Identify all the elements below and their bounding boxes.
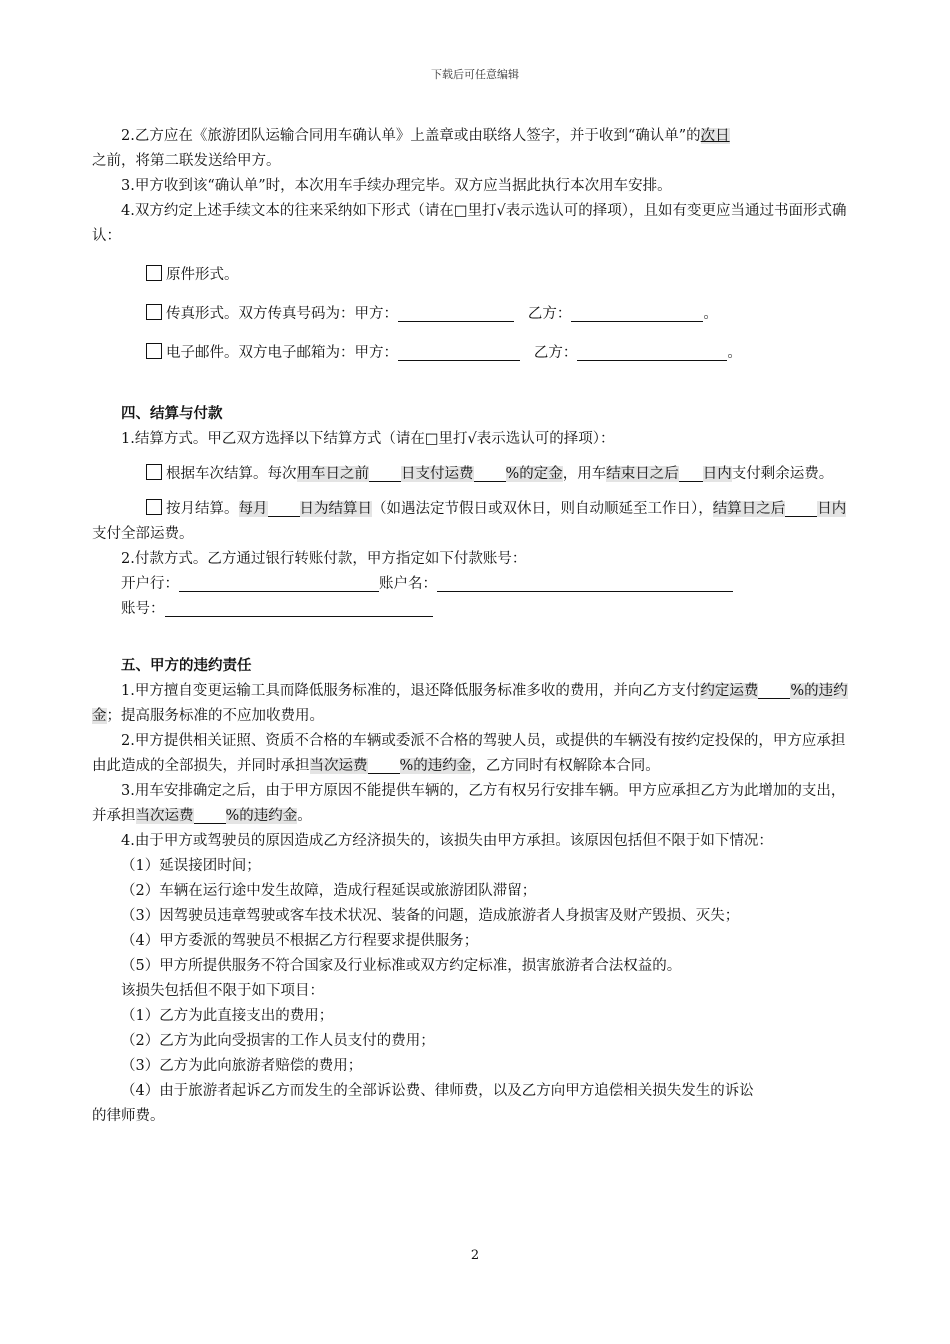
loss-item: （1）乙方为此直接支出的费用； xyxy=(121,1008,334,1024)
account-line xyxy=(92,597,854,622)
text: （4）由于旅游者起诉乙方而发生的全部诉讼费、律师费，以及乙方向甲方追偿相关损失发生的诉讼 xyxy=(121,1083,754,1099)
text: （如遇法定节假日或双休日，则自动顺延至工作日）， xyxy=(372,501,713,517)
clause-3-4: 4.双方约定上述手续文本的往来采纳如下形式（请在□里打√表示选认可的择项），且如有变更应当通过书面形式确认： xyxy=(92,203,847,244)
email-party-b-blank[interactable] xyxy=(577,343,727,361)
option-original xyxy=(92,263,854,288)
checkbox[interactable] xyxy=(146,464,162,480)
text: ；提高服务标准的不应加收费用。 xyxy=(106,708,324,724)
label: 账号： xyxy=(121,601,165,617)
text: 3.用车安排确定之后，由于甲方原因不能提供车辆的，乙方有权另行安排车辆。甲方应承担乙方为此增加的支出，并承担 xyxy=(92,783,846,824)
highlighted-text: 日内 xyxy=(702,466,732,482)
settle-monthly xyxy=(92,497,854,547)
clause-5-1 xyxy=(92,679,854,729)
text: 按月结算。 xyxy=(166,501,239,517)
page-header: 下载后可任意编辑 xyxy=(431,68,519,81)
clause-5-2 xyxy=(92,729,854,779)
clause-3-3: 3.甲方收到该“确认单”时，本次用车手续办理完毕。双方应当据此执行本次用车安排。 xyxy=(121,178,672,194)
section-4-heading: 四、结算与付款 xyxy=(121,406,223,422)
deposit-percent-blank[interactable] xyxy=(474,464,506,482)
checkbox[interactable] xyxy=(146,499,162,515)
reason-item: （4）甲方委派的驾驶员不根据乙方行程要求提供服务； xyxy=(121,933,479,949)
text: ，乙方同时有权解除本合同。 xyxy=(471,758,660,774)
underlined-text: 次日 xyxy=(700,128,730,144)
text: 乙方： xyxy=(533,345,578,361)
bank-line xyxy=(92,572,854,597)
highlighted-text: 日为结算日 xyxy=(299,501,372,517)
loss-item: （2）乙方为此向受损害的工作人员支付的费用； xyxy=(121,1033,435,1049)
label: 账户名： xyxy=(379,576,437,592)
text: 传真形式。双方传真号码为：甲方： xyxy=(166,306,398,322)
text: 2.甲方提供相关证照、资质不合格的车辆或委派不合格的驾驶人员，或提供的车辆没有按约定投保的，甲方应承担由此造成的全部损失，并同时承担 xyxy=(92,733,846,774)
loss-item xyxy=(92,1079,854,1129)
text: 2.乙方应在《旅游团队运输合同用车确认单》上盖章或由联络人签字，并于收到“确认单”的 xyxy=(121,128,701,144)
penalty-percent-blank[interactable] xyxy=(758,681,790,699)
highlighted-text: 日内 xyxy=(817,501,847,517)
text: ，用车 xyxy=(562,466,607,482)
text: 的律师费。 xyxy=(92,1108,165,1124)
text: 。 xyxy=(727,345,742,361)
highlighted-text: 结束日之后 xyxy=(606,466,679,482)
highlighted-text: 当次运费 xyxy=(309,758,368,774)
highlighted-text: 每月 xyxy=(238,501,268,517)
loss-item: （3）乙方为此向旅游者赔偿的费用； xyxy=(121,1058,363,1074)
reason-item: （3）因驾驶员违章驾驶或客车技术状况、装备的问题，造成旅游者人身损害及财产毁损、灭失； xyxy=(121,908,740,924)
fax-party-a-blank[interactable] xyxy=(398,304,514,322)
highlighted-text: %的违约金 xyxy=(399,758,472,774)
highlighted-text: %的违约金 xyxy=(225,808,298,824)
settle-per-trip xyxy=(92,462,854,487)
reason-item: （2）车辆在运行途中发生故障，造成行程延误或旅游团队滞留； xyxy=(121,883,537,899)
text: 原件形式。 xyxy=(166,267,239,283)
settlement-day-blank[interactable] xyxy=(268,499,300,517)
checkbox[interactable] xyxy=(146,304,162,320)
payment-days-blank[interactable] xyxy=(785,499,817,517)
days-before-blank[interactable] xyxy=(369,464,401,482)
option-fax xyxy=(92,302,854,327)
highlighted-text: 用车日之前 xyxy=(296,466,369,482)
highlighted-text: %的违约金 xyxy=(92,683,848,724)
clause-5-3 xyxy=(92,779,854,829)
text: 之前，将第二联发送给甲方。 xyxy=(92,153,281,169)
clause-5-4: 4.由于甲方或驾驶员的原因造成乙方经济损失的，该损失由甲方承担。该原因包括但不限于如下情况： xyxy=(121,833,773,849)
fax-party-b-blank[interactable] xyxy=(571,304,703,322)
clause-4-2: 2.付款方式。乙方通过银行转账付款，甲方指定如下付款账号： xyxy=(121,551,527,567)
option-email xyxy=(92,341,854,366)
page-number: 2 xyxy=(470,1248,480,1263)
checkbox[interactable] xyxy=(146,343,162,359)
days-after-blank[interactable] xyxy=(679,464,703,482)
text: 支付剩余运费。 xyxy=(731,466,834,482)
reason-item: （1）延误接团时间； xyxy=(121,858,261,874)
reason-item: （5）甲方所提供服务不符合国家及行业标准或双方约定标准，损害旅游者合法权益的。 xyxy=(121,958,682,974)
clause-3-2 xyxy=(92,124,854,174)
text: 。 xyxy=(297,808,312,824)
text: 支付全部运费。 xyxy=(92,526,194,542)
bank-blank[interactable] xyxy=(179,574,379,592)
account-name-blank[interactable] xyxy=(437,574,733,592)
highlighted-text: 结算日之后 xyxy=(712,501,786,517)
text: 。 xyxy=(703,306,718,322)
section-5-heading: 五、甲方的违约责任 xyxy=(121,658,252,674)
email-party-a-blank[interactable] xyxy=(398,343,520,361)
penalty-percent-blank[interactable] xyxy=(194,806,226,824)
label: 开户行： xyxy=(121,576,179,592)
highlighted-text: %的定金 xyxy=(505,466,563,482)
checkbox[interactable] xyxy=(146,265,162,281)
highlighted-text: 日支付运费 xyxy=(401,466,474,482)
penalty-percent-blank[interactable] xyxy=(368,756,400,774)
loss-intro: 该损失包括但不限于如下项目： xyxy=(121,983,324,999)
clause-4-1: 1.结算方式。甲乙双方选择以下结算方式（请在□里打√表示选认可的择项）： xyxy=(121,431,615,447)
highlighted-text: 约定运费 xyxy=(700,683,759,699)
highlighted-text: 当次运费 xyxy=(135,808,194,824)
text: 乙方： xyxy=(527,306,572,322)
text: 根据车次结算。每次 xyxy=(166,466,297,482)
document-body xyxy=(92,124,854,1129)
text: 电子邮件。双方电子邮箱为：甲方： xyxy=(166,345,398,361)
account-number-blank[interactable] xyxy=(165,599,433,617)
text: 1.甲方擅自变更运输工具而降低服务标准的，退还降低服务标准多收的费用，并向乙方支付 xyxy=(121,683,701,699)
